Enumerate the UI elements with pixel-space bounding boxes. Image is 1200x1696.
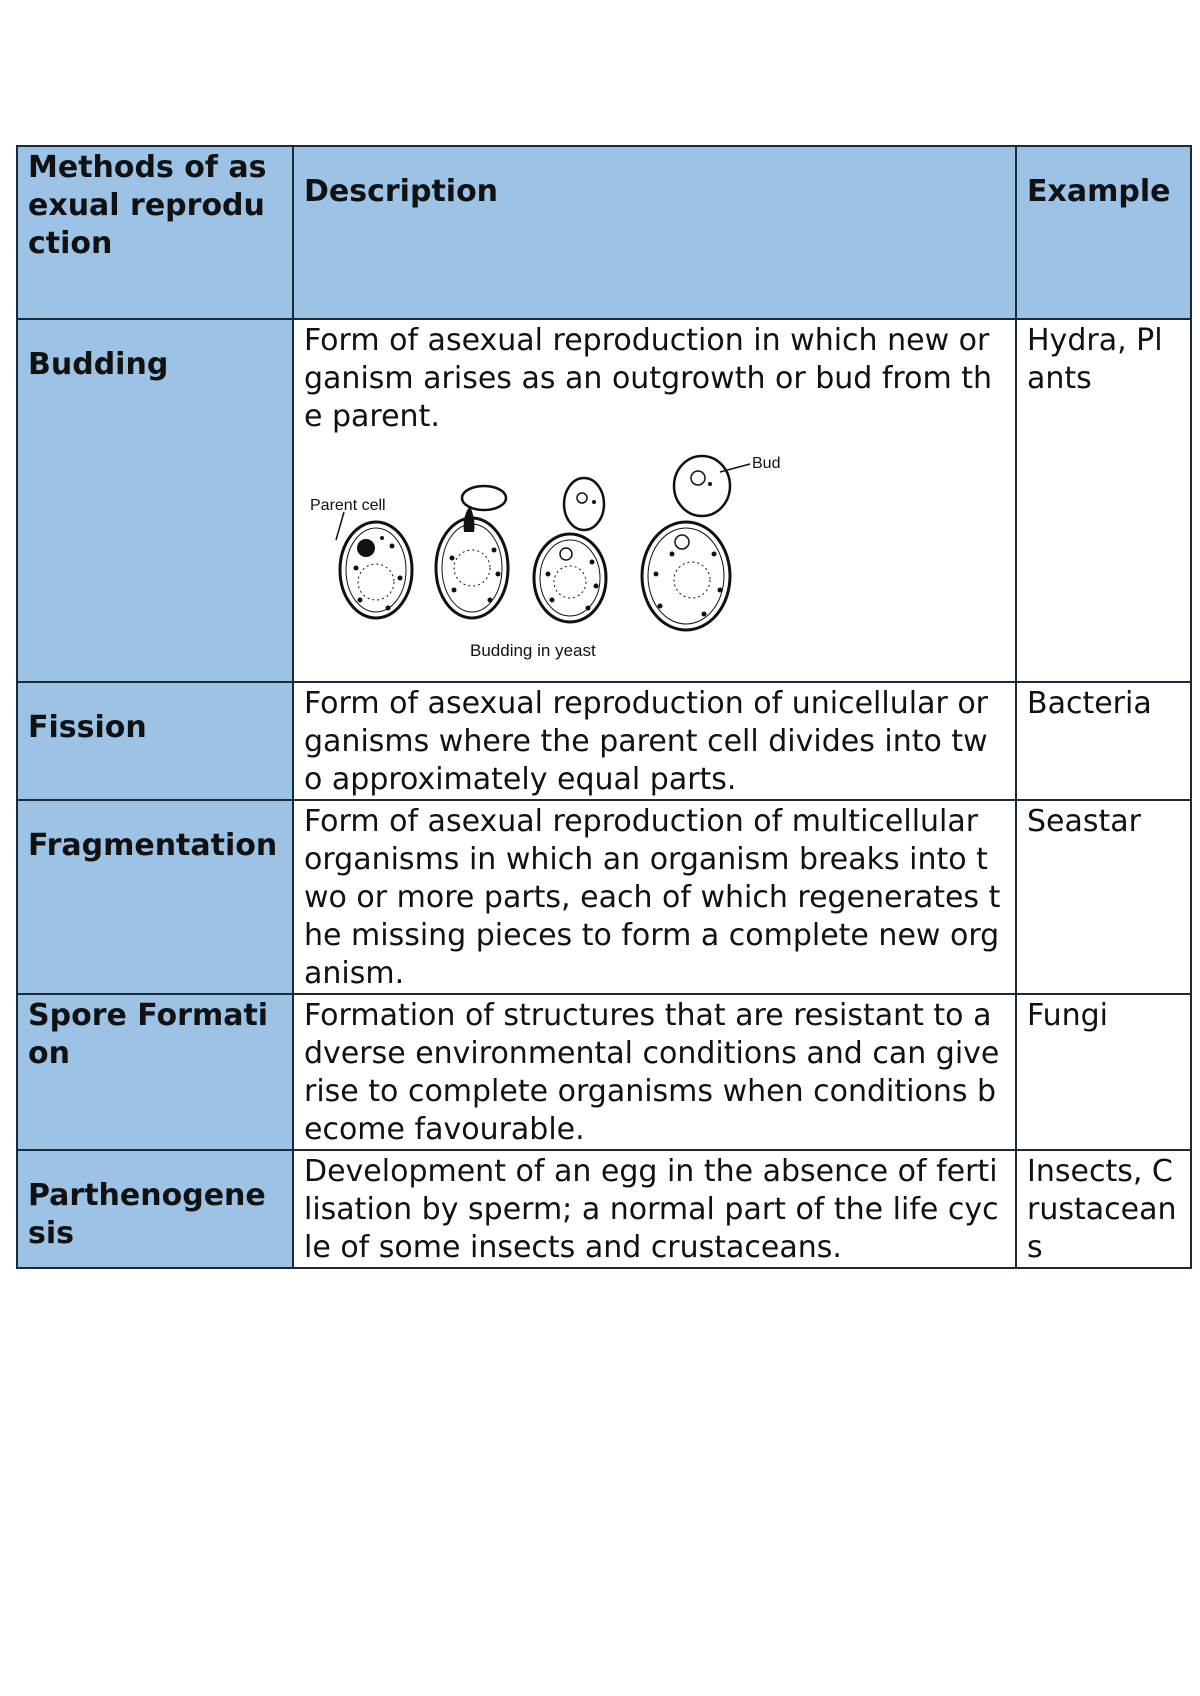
asexual-reproduction-table bbox=[16, 145, 1192, 1269]
budding-in-yeast-diagram bbox=[304, 450, 804, 660]
method-cell: Budding bbox=[17, 319, 293, 682]
diagram-caption: Budding in yeast bbox=[470, 641, 596, 660]
method-cell: Parthenogenesis bbox=[17, 1150, 293, 1268]
example-cell: Fungi bbox=[1016, 994, 1191, 1150]
description-cell: Form of asexual reproduction of unicellular organisms where the parent cell divides into two approximately equal parts. bbox=[293, 682, 1016, 800]
table-row bbox=[17, 319, 1191, 682]
header-row bbox=[17, 146, 1191, 319]
example-cell: Hydra, Plants bbox=[1016, 319, 1191, 682]
example-cell: Seastar bbox=[1016, 800, 1191, 994]
bud-label: Bud bbox=[752, 455, 781, 472]
example-cell: Insects, Crustaceans bbox=[1016, 1150, 1191, 1268]
parent-cell-label: Parent cell bbox=[310, 497, 386, 514]
method-cell: Fragmentation bbox=[17, 800, 293, 994]
method-cell: Fission bbox=[17, 682, 293, 800]
method-cell: Spore Formation bbox=[17, 994, 293, 1150]
header-description: Description bbox=[293, 146, 1016, 319]
table-row bbox=[17, 682, 1191, 800]
example-cell: Bacteria bbox=[1016, 682, 1191, 800]
description-cell: Formation of structures that are resistant to adverse environmental conditions and can give rise to complete organisms when conditions become favourable. bbox=[293, 994, 1016, 1150]
description-text: Form of asexual reproduction in which new organism arises as an outgrowth or bud from the parent. bbox=[304, 323, 992, 434]
table-row bbox=[17, 800, 1191, 994]
header-example: Example bbox=[1016, 146, 1191, 319]
description-cell: Development of an egg in the absence of fertilisation by sperm; a normal part of the life cycle of some insects and crustaceans. bbox=[293, 1150, 1016, 1268]
table-row bbox=[17, 994, 1191, 1150]
table-row bbox=[17, 1150, 1191, 1268]
header-method: Methods of asexual reproduction bbox=[17, 146, 293, 319]
description-cell: Form of asexual reproduction of multicellular organisms in which an organism breaks into two or more parts, each of which regenerates the missing pieces to form a complete new organism. bbox=[293, 800, 1016, 994]
description-cell bbox=[293, 319, 1016, 682]
